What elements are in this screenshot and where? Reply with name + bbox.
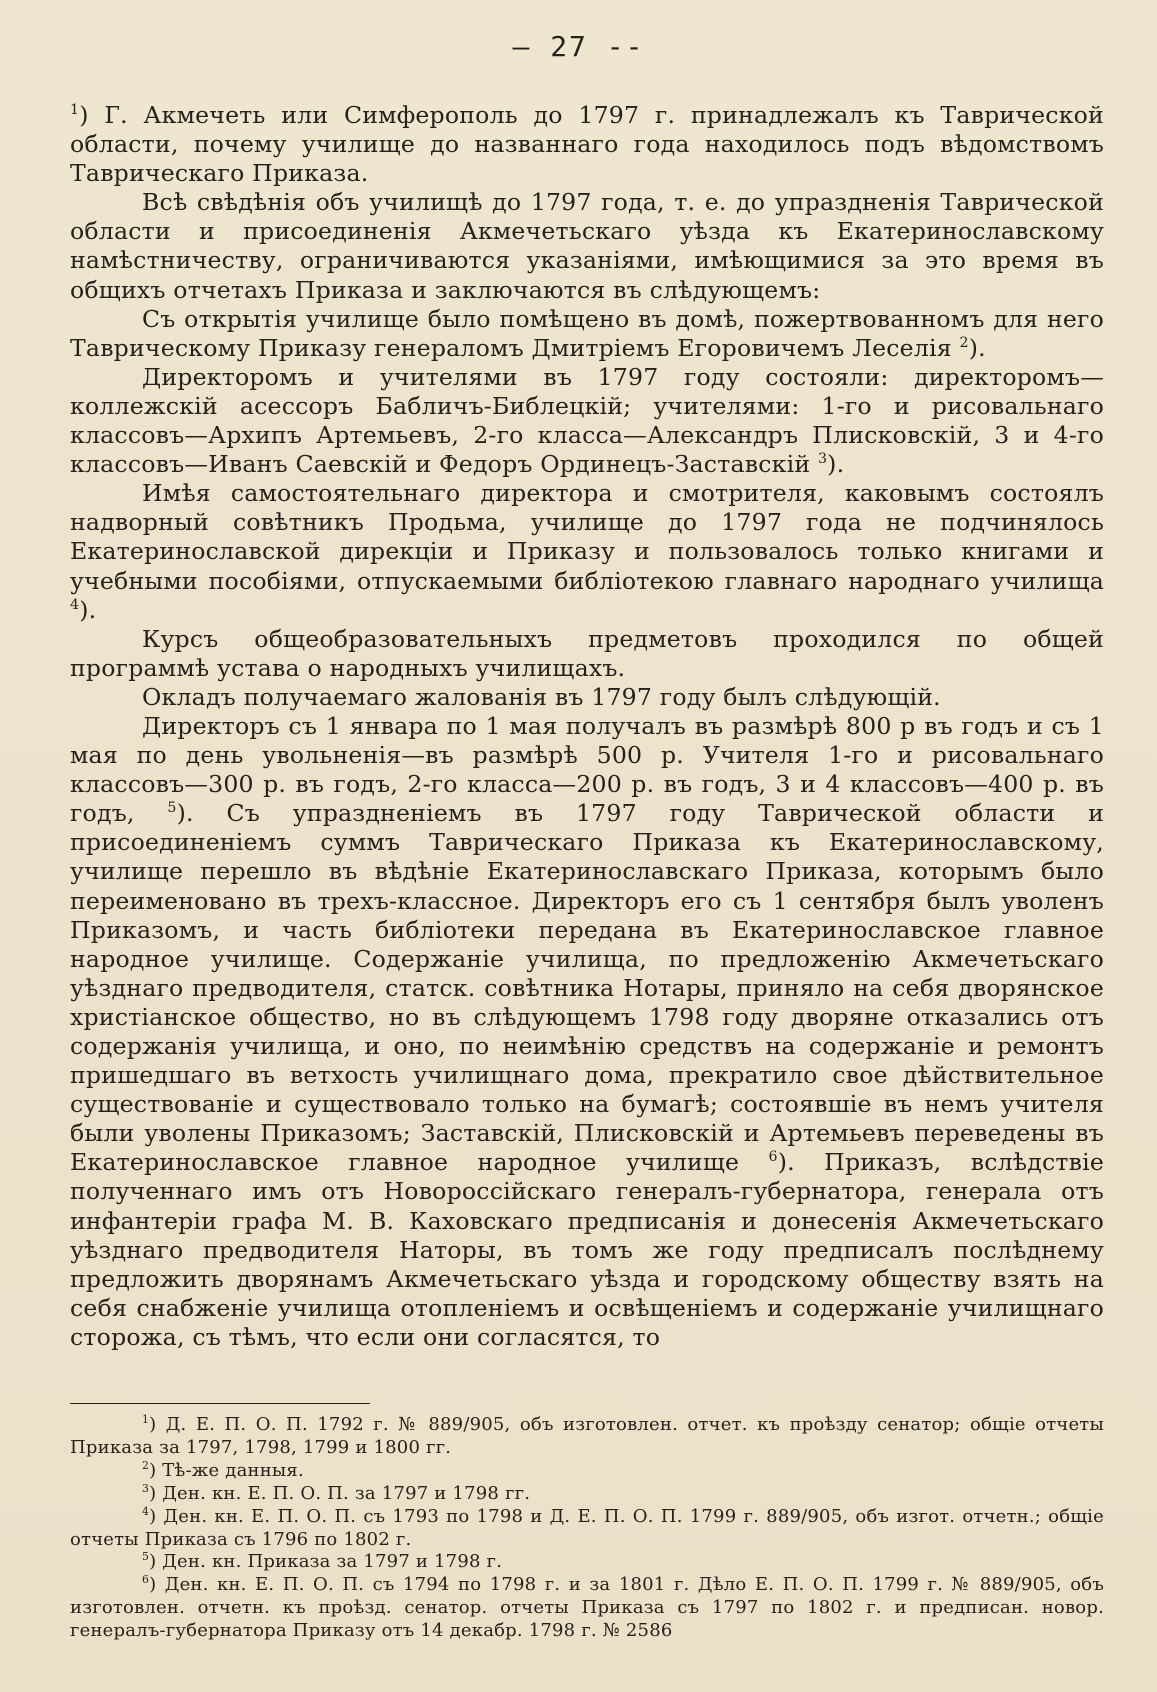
footnote-text: ) Д. Е. П. О. П. 1792 г. № 889/905, объ изготовлен. отчет. къ проѣзду сенатор; общіе отчеты Приказа за 1797, 1798, 1799 и 1800 гг. — [70, 1414, 1104, 1458]
paragraph-text: ). — [968, 333, 986, 362]
paragraph-text: Директоромъ и учителями въ 1797 году состояли: директоромъ—коллежскій асессоръ Бабличъ-Библецкій; учителями: 1-го и рисовальнаго классовъ—Архипъ Артемьевъ, 2-го класса—Александръ Плисковскій, 3 и 4-го классовъ—Иванъ Саевскій и Федоръ Ординецъ-Заставскій — [70, 362, 1104, 479]
paragraph-text: ). Съ упраздненіемъ въ 1797 году Таврической области и присоединеніемъ суммъ Таврическаго Приказа къ Екатеринославскому, училище перешло въ вѣдѣніе Екатеринославскаго Приказа, которымъ было переименовано въ трехъ-классное. Директоръ его съ 1 сентября былъ уволенъ Приказомъ, и часть библіотеки передана въ Екатеринославское главное народное училище. Содержаніе училища, по предложенію Акмечетьскаго уѣзднаго предводителя, статск. совѣтника Нотары, приняло на себя дворянское христіанское общество, но въ слѣдующемъ 1798 году дворяне отказались отъ содержанія училища, и оно, по неимѣнію средствъ на содержаніе и ремонтъ пришедшаго въ ветхость училищнаго дома, прекратило свое дѣйствительное существованіе и существовало только на бумагѣ; состоявшіе въ немъ учителя были уволены Приказомъ; Заставскій, Плисковскій и Артемьевъ переведены въ Екатеринославское главное народное училище — [70, 799, 1104, 1177]
paragraph-text: Всѣ свѣдѣнія объ училищѣ до 1797 года, т. е. до упраздненія Таврической области и присоединенія Акмечетьскаго уѣзда къ Екатеринославскому намѣстничеству, ограничиваются указаніями, имѣющимися за это время въ общихъ отчетахъ Приказа и заключаются въ слѣдующемъ: — [70, 188, 1104, 304]
footnote-reference: 4 — [70, 596, 80, 613]
footnote — [70, 1414, 1104, 1460]
footnotes — [70, 1414, 1104, 1643]
paragraph-text: ). Приказъ, вслѣдствіе полученнаго имъ отъ Новороссійскаго генералъ-губернатора, генерала отъ инфантеріи графа М. В. Каховскаго предписанія и донесенія Акмечетьскаго уѣзднаго предводителя Наторы, въ томъ же году предписалъ послѣднему предложить дворянамъ Акмечетьскаго уѣзда и городскому обществу взять на себя снабженіе училища отопленіемъ и освѣщеніемъ и содержаніе училищнаго сторожа, съ тѣмъ, что если они согласятся, то — [70, 1148, 1105, 1351]
footnote-mark: 1 — [142, 1412, 150, 1426]
paragraph-text: ). — [827, 450, 845, 479]
main-text — [70, 101, 1104, 1352]
footnote-reference: 3 — [817, 450, 828, 467]
page-number: — 27 -- — [512, 30, 645, 63]
footnote-text: ) Ден. кн. Е. П. О. П. за 1797 и 1798 гг. — [149, 1482, 531, 1504]
footnote-divider — [70, 1403, 370, 1404]
paragraph — [70, 363, 1104, 479]
paragraph — [70, 712, 1104, 1352]
paragraph-text: ). — [79, 595, 97, 624]
footnote — [70, 1551, 1104, 1574]
footnote — [70, 1574, 1104, 1643]
paragraph-text: Директоръ съ 1 январа по 1 мая получалъ въ размѣрѣ 800 р въ годъ и съ 1 мая по день увольненія—въ размѣрѣ 500 р. Учителя 1-го и рисовальнаго классовъ—300 р. въ годъ, 2-го класса—200 р. въ годъ, 3 и 4 классовъ—400 р. въ годъ, — [70, 711, 1104, 828]
footnote-reference: 1 — [70, 101, 80, 118]
paragraph — [70, 101, 1104, 188]
footnote-text: ) Ден. кн. Приказа за 1797 и 1798 г. — [149, 1551, 503, 1573]
footnote-mark: 2 — [142, 1458, 150, 1472]
footnote-text: ) Ден. кн. Е. П. О. П. съ 1794 по 1798 г. и за 1801 г. Дѣло Е. П. О. П. 1799 г. № 889/905, объ изготовлен. отчетн. къ проѣзд. сенатор. отчеты Приказа съ 1797 по 1802 г. и предписан. новор. генералъ-губернатора Приказу отъ 14 декабр. 1798 г. № 2586 — [70, 1574, 1104, 1642]
footnote — [70, 1460, 1104, 1483]
footnote-text: ) Тѣ-же данныя. — [149, 1459, 304, 1481]
footnote-mark: 3 — [142, 1481, 150, 1495]
footnote — [70, 1506, 1104, 1552]
paragraph-text: Съ открытія училище было помѣщено въ домѣ, пожертвованномъ для него Таврическому Приказу генераломъ Дмитріемъ Егоровичемъ Леселія — [70, 304, 1104, 362]
paragraph — [70, 683, 1104, 712]
paragraph — [70, 188, 1104, 304]
footnote-text: ) Ден. кн. Е. П. О. П. съ 1793 по 1798 и Д. Е. П. О. П. 1799 г. 889/905, объ изгот. отчетн.; общіе отчеты Приказа съ 1796 по 1802 г. — [70, 1505, 1104, 1550]
paragraph-text: Имѣя самостоятельнаго директора и смотрителя, каковымъ состоялъ надворный совѣтникъ Продьма, училище до 1797 года не подчинялось Екатеринославской дирекціи и Приказу и пользовалось только книгами и учебными пособіями, отпускаемыми библіотекою главнаго народнаго училища — [70, 479, 1104, 595]
paragraph-text: Курсъ общеобразовательныхъ предметовъ проходился по общей программѣ устава о народныхъ училищахъ. — [70, 624, 1104, 682]
footnote-reference: 5 — [167, 800, 177, 817]
footnote — [70, 1483, 1104, 1506]
paragraph — [70, 479, 1104, 624]
footnote-mark: 4 — [142, 1504, 150, 1518]
footnote-mark: 5 — [142, 1550, 150, 1564]
paragraph — [70, 305, 1104, 363]
footnote-mark: 6 — [142, 1573, 150, 1587]
paragraph-text: Окладъ получаемаго жалованія въ 1797 году былъ слѣдующій. — [142, 682, 941, 711]
footnote-reference: 2 — [959, 334, 969, 351]
paragraph — [70, 625, 1104, 683]
footnote-reference: 6 — [768, 1149, 778, 1166]
paragraph-text: ) Г. Акмечеть или Симферополь до 1797 г. принадлежалъ къ Таврической области, почему училище до названнаго года находилось подъ вѣдомствомъ Таврическаго Приказа. — [70, 101, 1104, 188]
